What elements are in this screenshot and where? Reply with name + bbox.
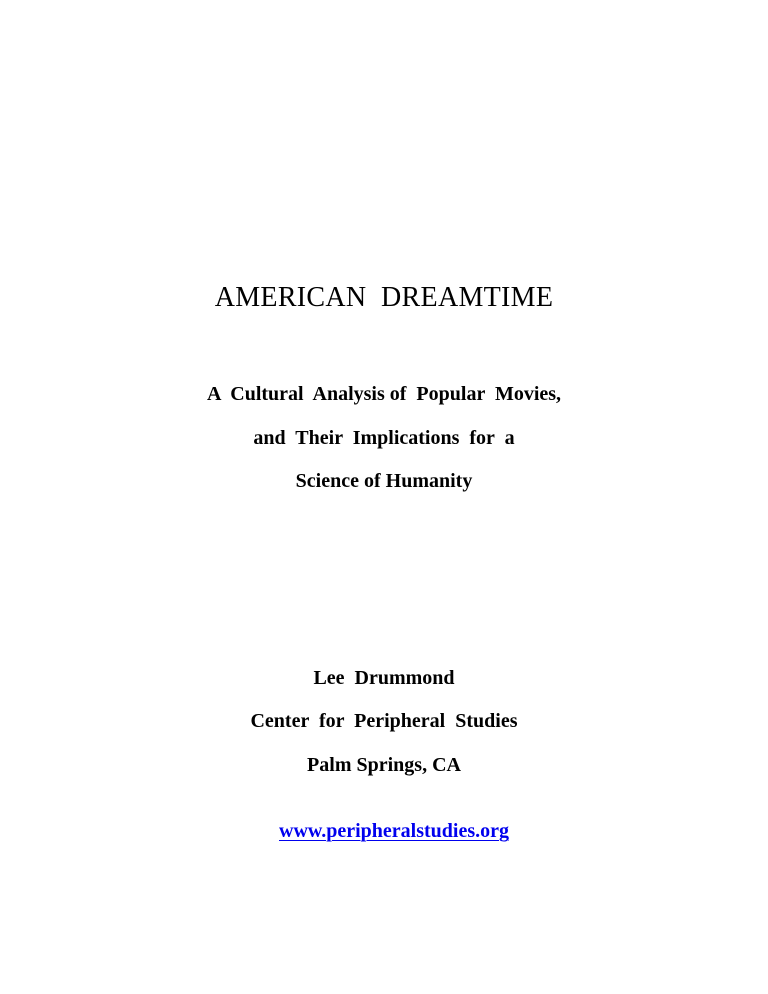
author-name: Lee Drummond [313, 667, 455, 689]
subtitle-line-1: A Cultural Analysis of Popular Movies, [206, 383, 562, 405]
organization-name: Center for Peripheral Studies [250, 710, 518, 732]
website-link[interactable]: www.peripheralstudies.org [279, 820, 509, 842]
document-title: AMERICAN DREAMTIME [214, 282, 554, 313]
subtitle-line-2: and Their Implications for a [253, 427, 515, 449]
location: Palm Springs, CA [307, 754, 461, 776]
subtitle-line-3: Science of Humanity [295, 470, 473, 492]
website-line [0, 797, 768, 866]
